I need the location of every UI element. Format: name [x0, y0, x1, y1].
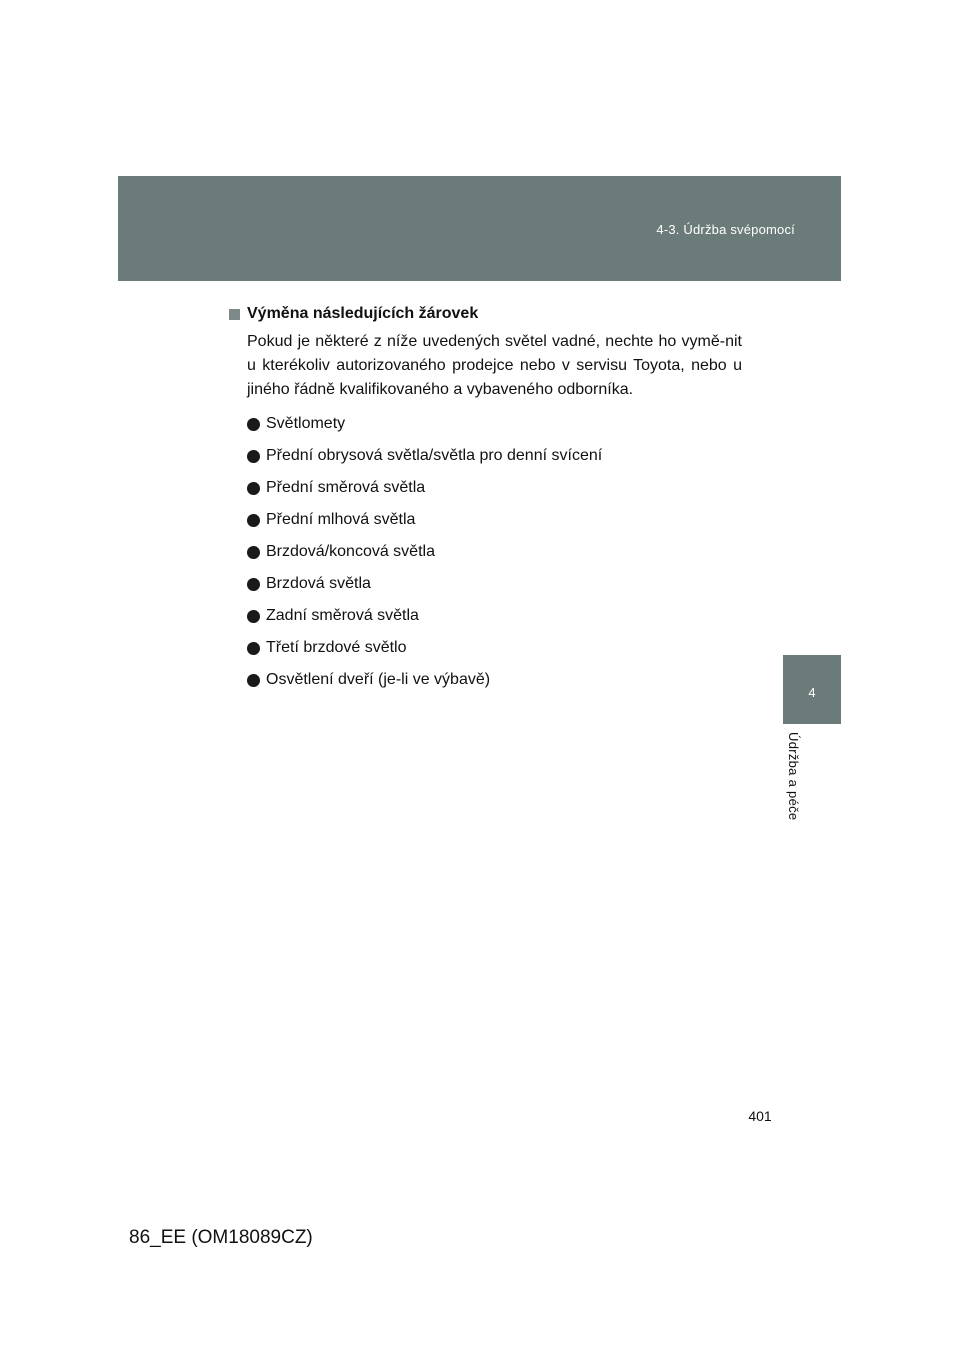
list-item — [247, 444, 742, 468]
intro-paragraph: Pokud je některé z níže uvedených světel vadné, nechte ho vymě-nit u kterékoliv autorizovaného prodejce nebo v servisu Toyota, nebo u jiného řádně kvalifikovaného a vybaveného odborníka. — [247, 333, 742, 398]
list-item — [247, 476, 742, 500]
round-bullet-icon — [247, 418, 260, 431]
main-content — [229, 302, 742, 700]
list-item-text: Brzdová světla — [266, 575, 371, 592]
list-item — [247, 668, 742, 692]
section-title: 4-3. Údržba svépomocí — [656, 222, 795, 237]
list-item-text: Brzdová/koncová světla — [266, 543, 435, 560]
round-bullet-icon — [247, 642, 260, 655]
list-item-text: Světlomety — [266, 415, 346, 432]
round-bullet-icon — [247, 610, 260, 623]
round-bullet-icon — [247, 578, 260, 591]
list-item-text: Osvětlení dveří (je-li ve výbavě) — [266, 671, 491, 688]
round-bullet-icon — [247, 482, 260, 495]
list-item-text: Třetí brzdové světlo — [266, 639, 407, 656]
round-bullet-icon — [247, 514, 260, 527]
document-code: 86_EE (OM18089CZ) — [129, 1227, 313, 1248]
round-bullet-icon — [247, 450, 260, 463]
list-item — [247, 508, 742, 532]
round-bullet-icon — [247, 674, 260, 687]
section-heading — [229, 302, 742, 326]
chapter-number: 4 — [808, 685, 816, 700]
list-item-text: Přední mlhová světla — [266, 511, 416, 528]
list-item — [247, 540, 742, 564]
section-heading-text: Výměna následujících žárovek — [247, 305, 479, 322]
chapter-tab — [783, 655, 841, 724]
bulb-list — [247, 412, 742, 692]
list-item-text: Přední obrysová světla/světla pro denní svícení — [266, 447, 603, 464]
list-item — [247, 636, 742, 660]
square-bullet-icon — [229, 309, 240, 320]
header-band — [118, 176, 841, 281]
list-item — [247, 572, 742, 596]
list-item — [247, 604, 742, 628]
list-item-text: Zadní směrová světla — [266, 607, 419, 624]
round-bullet-icon — [247, 546, 260, 559]
list-item — [247, 412, 742, 436]
chapter-label: Údržba a péče — [786, 732, 801, 821]
list-item-text: Přední směrová světla — [266, 479, 426, 496]
page-number: 401 — [748, 1108, 772, 1124]
